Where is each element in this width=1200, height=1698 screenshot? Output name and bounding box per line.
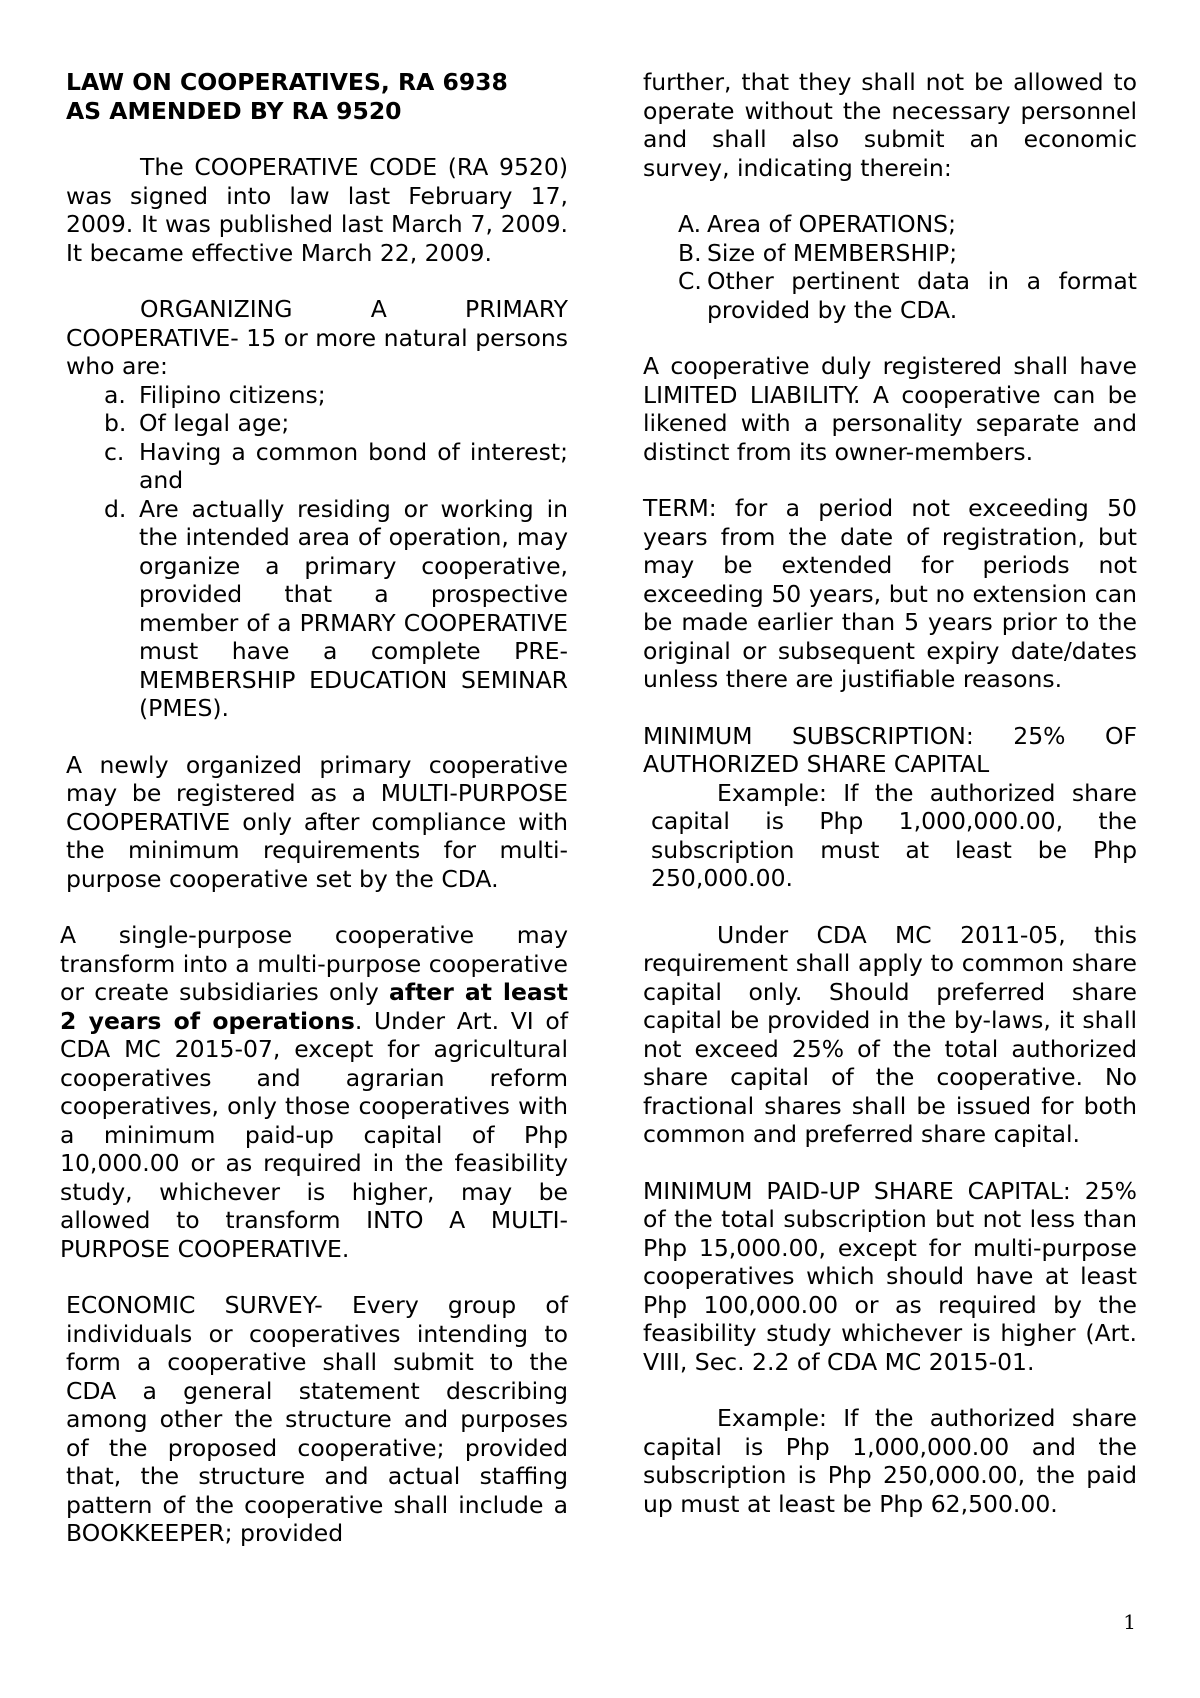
list-marker: B.	[678, 238, 702, 267]
min-paid-up-paragraph: MINIMUM PAID-UP SHARE CAPITAL: 25% of the total subscription but not less than Php 15,000.00, except for multi-purpose cooperatives which should have at least Php 100,000.00 or as required by the feasibility study whichever is higher (Art. VIII, Sec. 2.2 of CDA MC 2015-01.	[643, 1176, 1137, 1376]
list-item-text: Area of OPERATIONS;	[707, 210, 957, 238]
title-line-1: LAW ON COOPERATIVES, RA 6938	[66, 68, 508, 96]
right-column	[643, 68, 1137, 1518]
min-subscription-heading: MINIMUM SUBSCRIPTION: 25% OF AUTHORIZED SHARE CAPITAL	[643, 721, 1137, 778]
transform-paragraph	[60, 921, 568, 1263]
list-marker: c.	[104, 437, 125, 466]
term-paragraph: TERM: for a period not exceeding 50 years from the date of registration, but may be extended for periods not exceeding 50 years, but no extension can be made earlier than 5 years prior to the original or subsequent expiry date/dates unless there are justifiable reasons.	[643, 494, 1137, 693]
list-item	[678, 210, 1137, 239]
transform-text: A single-purpose cooperative may transform into a multi-purpose cooperative or create subsidiaries only	[60, 921, 568, 1006]
survey-list	[678, 210, 1137, 324]
list-item	[104, 495, 568, 723]
list-item-text: Having a common bond of interest; and	[139, 437, 568, 494]
min-subscription-example: Example: If the authorized share capital is Php 1,000,000.00, the subscription must at least be Php 250,000.00.	[651, 778, 1137, 892]
list-item	[104, 409, 568, 438]
list-item-text: Of legal age;	[139, 409, 290, 437]
transform-text-rest: . Under Art. VI of CDA MC 2015-07, except for agricultural cooperatives and agrarian reform cooperatives, only those cooperatives with a minimum paid-up capital of Php 10,000.00 or as required in the feasibility study, whichever is higher, may be allowed to transform INTO A MULTI-PURPOSE COOPERATIVE.	[60, 1006, 568, 1263]
cda-mc-2011-paragraph: Under CDA MC 2011-05, this requirement shall apply to common share capital only. Should preferred share capital be provided in the by-laws, it shall not exceed 25% of the total authorized share capital of the cooperative. No fractional shares shall be issued for both common and preferred share capital.	[643, 920, 1137, 1148]
list-marker: d.	[104, 494, 127, 523]
list-item-text: Filipino citizens;	[139, 380, 326, 409]
list-marker: a.	[104, 380, 126, 409]
limited-liability-paragraph: A cooperative duly registered shall have LIMITED LIABILITY. A cooperative can be likened with a personality separate and distinct from its owner-members.	[643, 352, 1137, 466]
list-marker: A.	[678, 210, 702, 238]
list-item	[678, 239, 1137, 268]
title-line-2: AS AMENDED BY RA 9520	[66, 96, 402, 125]
list-item	[678, 267, 1137, 324]
page-number: 1	[1123, 1610, 1136, 1634]
transform-bold-text: after at least 2 years of operations	[60, 978, 568, 1035]
list-marker: b.	[104, 409, 127, 437]
multi-purpose-paragraph: A newly organized primary cooperative may be registered as a MULTI-PURPOSE COOPERATIVE only after compliance with the minimum requirements for multi-purpose cooperative set by the CDA.	[66, 750, 568, 893]
organizing-paragraph: ORGANIZING A PRIMARY COOPERATIVE- 15 or more natural persons who are:	[66, 295, 568, 380]
economic-survey-paragraph: ECONOMIC SURVEY- Every group of individuals or cooperatives intending to form a cooperative shall submit to the CDA a general statement describing among other the structure and purposes of the proposed cooperative; provided that, the structure and actual staffing pattern of the cooperative shall include a BOOKKEEPER; provided	[66, 1291, 568, 1547]
organizing-list	[104, 381, 568, 723]
list-item-text: Are actually residing or working in the intended area of operation, may organize a primary cooperative, provided that a prospective member of a PRMARY COOPERATIVE must have a complete PRE-MEMBERSHIP EDUCATION SEMINAR (PMES).	[139, 494, 568, 722]
paid-up-example: Example: If the authorized share capital is Php 1,000,000.00 and the subscription is Php 250,000.00, the paid up must at least be Php 62,500.00.	[643, 1404, 1137, 1518]
list-item	[104, 381, 568, 410]
economic-survey-continued: further, that they shall not be allowed to operate without the necessary personnel and shall also submit an economic survey, indicating therein:	[643, 68, 1137, 182]
list-marker: C.	[678, 267, 702, 295]
list-item-text: Size of MEMBERSHIP;	[707, 238, 958, 267]
list-item-text: Other pertinent data in a format provided by the CDA.	[707, 267, 1137, 324]
document-title	[66, 68, 568, 125]
list-item	[104, 438, 568, 495]
left-column	[60, 68, 568, 1548]
intro-paragraph: The COOPERATIVE CODE (RA 9520) was signed into law last February 17, 2009. It was published last March 7, 2009. It became effective March 22, 2009.	[66, 153, 568, 267]
